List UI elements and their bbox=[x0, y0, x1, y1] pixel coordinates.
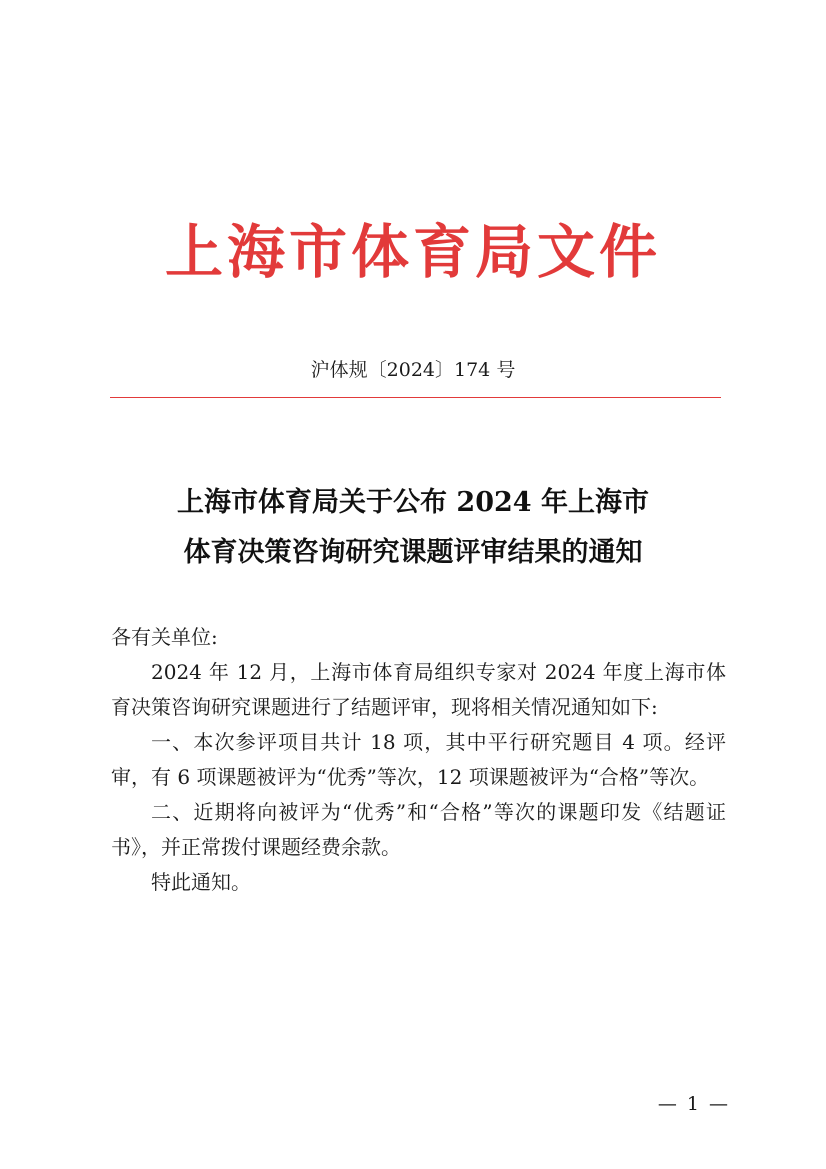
red-divider-line bbox=[110, 397, 721, 398]
notice-title-line-1: 上海市体育局关于公布 2024 年上海市 bbox=[177, 487, 649, 518]
body-paragraph-item-2: 二、近期将向被评为“优秀”和“合格”等次的课题印发《结题证书》，并正常拨付课题经费余款。 bbox=[111, 800, 726, 859]
body-paragraph-closing: 特此通知。 bbox=[151, 870, 251, 894]
notice-body bbox=[111, 620, 726, 900]
notice-title bbox=[0, 478, 826, 578]
body-paragraph-intro: 2024 年 12 月，上海市体育局组织专家对 2024 年度上海市体育决策咨询研究课题进行了结题评审，现将相关情况通知如下: bbox=[111, 660, 726, 719]
masthead-title: 上海市体育局文件 bbox=[164, 218, 661, 286]
notice-title-line-2: 体育决策咨询研究课题评审结果的通知 bbox=[183, 537, 643, 568]
document-number: 沪体规〔2024〕174 号 bbox=[310, 359, 516, 381]
body-paragraph-item-1: 一、本次参评项目共计 18 项，其中平行研究题目 4 项。经评审，有 6 项课题被评为“优秀”等次，12 项课题被评为“合格”等次。 bbox=[111, 730, 726, 789]
page-number: — 1 — bbox=[657, 1093, 730, 1115]
salutation: 各有关单位: bbox=[111, 625, 218, 649]
